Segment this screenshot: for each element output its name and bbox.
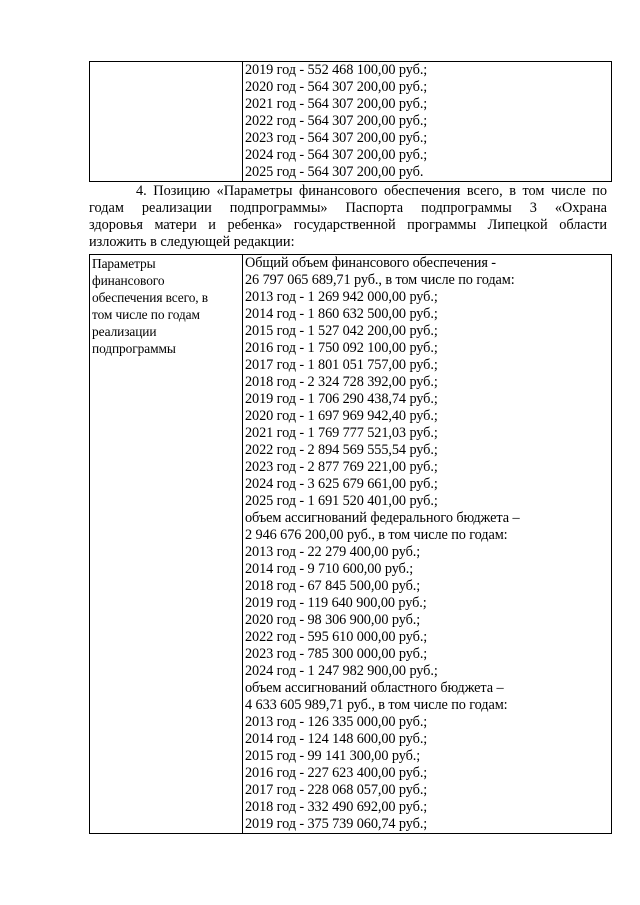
amendment-paragraph	[89, 183, 607, 251]
funding-line: 2018 год - 332 490 692,00 руб.;	[245, 799, 428, 815]
funding-line: 2014 год - 9 710 600,00 руб.;	[245, 561, 414, 577]
funding-line: 2020 год - 1 697 969 942,40 руб.;	[245, 408, 438, 424]
parameter-value-cell	[243, 255, 612, 834]
table-row	[90, 255, 612, 834]
funding-line: 2020 год - 98 306 900,00 руб.;	[245, 612, 421, 628]
paragraph-line: изложить в следующей редакции:	[89, 234, 295, 250]
parameter-name-line: подпрограммы	[92, 341, 176, 356]
funding-line: 2023 год - 2 877 769 221,00 руб.;	[245, 459, 438, 475]
funding-line: 2019 год - 375 739 060,74 руб.;	[245, 816, 428, 832]
table-row	[90, 62, 612, 182]
funding-line: 2013 год - 22 279 400,00 руб.;	[245, 544, 421, 560]
funding-line: 2015 год - 1 527 042 200,00 руб.;	[245, 323, 438, 339]
bottom-table	[89, 254, 612, 834]
funding-line: 2021 год - 564 307 200,00 руб.;	[245, 96, 428, 112]
parameter-name-line: обеспечения всего, в	[92, 290, 209, 305]
funding-line: 2024 год - 3 625 679 661,00 руб.;	[245, 476, 438, 492]
funding-line: 2019 год - 552 468 100,00 руб.;	[245, 62, 428, 78]
parameter-name-cell	[90, 255, 243, 834]
funding-line: 2014 год - 1 860 632 500,00 руб.;	[245, 306, 438, 322]
funding-line: Общий объем финансового обеспечения -	[245, 255, 496, 271]
parameter-name-line: Параметры	[92, 256, 156, 271]
paragraph-line: здоровья матери и ребенка» государственной программы Липецкой области	[89, 217, 607, 233]
funding-line: 2017 год - 1 801 051 757,00 руб.;	[245, 357, 438, 373]
funding-line: 2021 год - 1 769 777 521,03 руб.;	[245, 425, 438, 441]
funding-line: 2013 год - 126 335 000,00 руб.;	[245, 714, 428, 730]
funding-line: 2018 год - 67 845 500,00 руб.;	[245, 578, 421, 594]
funding-line: 2019 год - 119 640 900,00 руб.;	[245, 595, 427, 611]
funding-line: объем ассигнований областного бюджета –	[245, 680, 504, 696]
parameter-name-line: реализации	[92, 324, 157, 339]
funding-line: 2017 год - 228 068 057,00 руб.;	[245, 782, 428, 798]
top-table-left-cell	[90, 62, 243, 182]
paragraph-line: 4. Позицию «Параметры финансового обеспечения всего, в том числе по	[136, 183, 607, 199]
parameter-name-line: финансового	[92, 273, 165, 288]
funding-line: 2023 год - 785 300 000,00 руб.;	[245, 646, 428, 662]
top-table	[89, 61, 612, 182]
funding-line: 2016 год - 227 623 400,00 руб.;	[245, 765, 428, 781]
funding-line: 2015 год - 99 141 300,00 руб.;	[245, 748, 421, 764]
funding-line: 2024 год - 1 247 982 900,00 руб.;	[245, 663, 438, 679]
funding-line: 2024 год - 564 307 200,00 руб.;	[245, 147, 428, 163]
paragraph-line: годам реализации подпрограммы» Паспорта подпрограммы 3 «Охрана	[89, 200, 607, 216]
top-table-right-cell	[243, 62, 612, 182]
funding-line: 2018 год - 2 324 728 392,00 руб.;	[245, 374, 438, 390]
funding-line: 2022 год - 595 610 000,00 руб.;	[245, 629, 428, 645]
funding-line: 2020 год - 564 307 200,00 руб.;	[245, 79, 428, 95]
funding-line: 2016 год - 1 750 092 100,00 руб.;	[245, 340, 438, 356]
funding-line: 2013 год - 1 269 942 000,00 руб.;	[245, 289, 438, 305]
funding-line: 2 946 676 200,00 руб., в том числе по годам:	[245, 527, 508, 543]
parameter-name-line: том числе по годам	[92, 307, 200, 322]
funding-line: 2023 год - 564 307 200,00 руб.;	[245, 130, 428, 146]
funding-line: 2014 год - 124 148 600,00 руб.;	[245, 731, 428, 747]
funding-line: 4 633 605 989,71 руб., в том числе по годам:	[245, 697, 508, 713]
funding-line: 2019 год - 1 706 290 438,74 руб.;	[245, 391, 438, 407]
funding-line: объем ассигнований федерального бюджета –	[245, 510, 520, 526]
funding-line: 2025 год - 1 691 520 401,00 руб.;	[245, 493, 438, 509]
funding-line: 2025 год - 564 307 200,00 руб.	[245, 164, 424, 180]
funding-line: 2022 год - 2 894 569 555,54 руб.;	[245, 442, 438, 458]
funding-line: 26 797 065 689,71 руб., в том числе по годам:	[245, 272, 515, 288]
funding-line: 2022 год - 564 307 200,00 руб.;	[245, 113, 428, 129]
